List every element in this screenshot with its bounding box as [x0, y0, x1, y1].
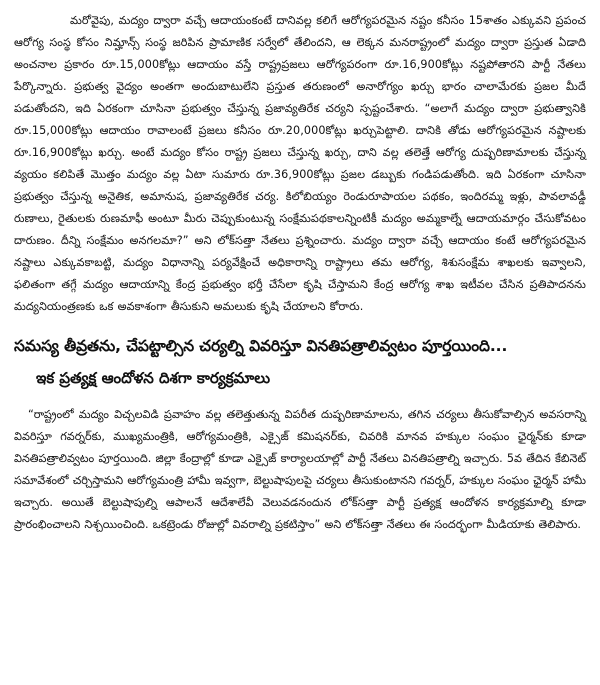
section-headline: సమస్య తీవ్రతను, చేపట్టాల్సిన చర్యల్ని వివరిస్తూ వినతిపత్రాలివ్వటం పూర్తయింది... — [14, 337, 508, 355]
article-paragraph-2: “రాష్ట్రంలో మద్యం విచ్చలవిడి ప్రవాహం వల్ల తలెత్తుతున్న విపరీత దుష్పరిణామాలను, తగిన చర్యలు తీసుకోవాల్సిన అవసరాన్ని వివరిస్తూ గవర్నర్‌కు, ముఖ్యమంత్రికి, ఆరోగ్యమంత్రికి, ఎక్సైజ్ కమిషనర్‌కు, చివరికి మానవ హక్కుల సంఘం ఛైర్మన్‌కు కూడా వినతిపత్రాలివ్వటం పూర్తయింది. జిల్లా కేంద్రాల్లో కూడా ఎక్సైజ్ కార్యాలయాల్లో పార్టీ నేతలు వినతిపత్రాల్ని ఇచ్చారు. 5వ తేదిన కేబినెట్ సమావేశంలో చర్చిస్తామని ఆరోగ్యమంత్రి హామీ ఇవ్వగా, బెల్టుషాపులపై చర్యలు తీసుకుంటానని గవర్నర్, హక్కుల సంఘం ఛైర్మన్ హామీ ఇచ్చారు. అయితే బెల్టుషాపుల్ని ఆపాలనే ఆదేశాలేవీ వెలువడనందున లోక్‌సత్తా పార్టీ ప్రత్యక్ష ఆందోళన కార్యక్రమాల్ని కూడా ప్రారంభించాలని నిశ్చయించింది. ఒకట్రెండు రోజుల్లో వివరాల్ని ప్రకటిస్తాం” అని లోక్‌సత్తా నేతలు ఈ సందర్భంగా మీడియాకు తెలిపారు. — [14, 408, 586, 531]
article-paragraph-1: మరోవైపు, మద్యం ద్వారా వచ్చే ఆదాయంకంటే దానివల్ల కలిగే ఆరోగ్యపరమైన నష్టం కనీసం 15శాతం ఎక్కువని ప్రపంచ ఆరోగ్య సంస్థ కోసం నిమ్హాన్స్ సంస్థ జరిపిన ప్రామాణిక సర్వేలో తేలిందని, ఆ లెక్కన మనరాష్ట్రంలో మద్యం ద్వారా ప్రస్తుత ఏడాది అంచనాల ప్రకారం రూ.15,000కోట్లు ఆదాయం వస్తే రాష్ట్రప్రజలు ఆరోగ్యపరంగా రూ.16,900కోట్లు నష్టపోతారని పార్టీ నేతలు పేర్కొన్నారు. ప్రభుత్వ వైద్యం అంతగా అందుబాటులేని ప్రస్తుత తరుణంలో అనారోగ్యం ఖర్చు భారం చాలామేరకు ప్రజల మీదే పడుతోందని, ఇది ఏరకంగా చూసినా ప్రభుత్వం చేస్తున్న ప్రజావ్యతిరేక చర్యని స్పష్టంచేశారు. “అలాగే మద్యం ద్వారా ప్రభుత్వానికి రూ.15,000కోట్లు ఆదాయం రావాలంటే ప్రజలు కనీసం రూ.20,000కోట్లు ఖర్చుపెట్టాలి. దానికి తోడు ఆరోగ్యపరమైన నష్టాలకు రూ.16,900కోట్లు ఖర్చు. అంటే మద్యం కోసం రాష్ట్ర ప్రజలు చేస్తున్న ఖర్చు, దాని వల్ల తలెత్తే ఆరోగ్య దుష్పరిణామాలకు చేస్తున్న వ్యయం కలిపితే మొత్తం మద్యం వల్ల ఏటా సుమారు రూ.36,900కోట్లు ప్రజల డబ్బుకు గండిపడుతోంది. ఇది ఏరకంగా చూసినా ప్రభుత్వం చేస్తున్న అనైతిక, అమానుష, ప్రజావ్యతిరేక చర్య. కిలోబియ్యం రెండురూపాయల పథకం, ఇందిరమ్మ ఇళ్లు, పావలావడ్డీ రుణాలు, రైతులకు రుణమాఫీ అంటూ మీరు చెప్పుకుంటున్న సంక్షేమపథకాలన్నింటికీ మద్యం అమ్మకాల్నే ఆదాయమార్గం చేసుకోవటం దారుణం. దీన్ని సంక్షేమం అనగలమా?” అని లోక్‌సత్తా నేతలు ప్రశ్నించారు. మద్యం ద్వారా వచ్చే ఆదాయం కంటే ఆరోగ్యపరమైన నష్టాలు ఎక్కువకాబట్టి, మద్యం విధానాన్ని పర్యవేక్షించే అధికారాన్ని రాష్ట్రాలు తమ ఆరోగ్య, శిశుసంక్షేమ శాఖలకు ఇవ్వాలని, ఫలితంగా తగ్గే మద్యం ఆదాయాన్ని కేంద్ర ప్రభుత్వం భర్తీ చేసేలా కృషి చేస్తామని కేంద్ర ఆరోగ్య శాఖ ఇటీవల చేసిన ప్రతిపాదనను మద్యనియంత్రణకు ఒక అవకాశంగా తీసుకుని అమలుకు కృషి చేయాలని కోరారు. — [14, 14, 586, 313]
section-subheadline: ఇక ప్రత్యక్ష ఆందోళన దిశగా కార్యక్రమాలు — [36, 369, 271, 387]
